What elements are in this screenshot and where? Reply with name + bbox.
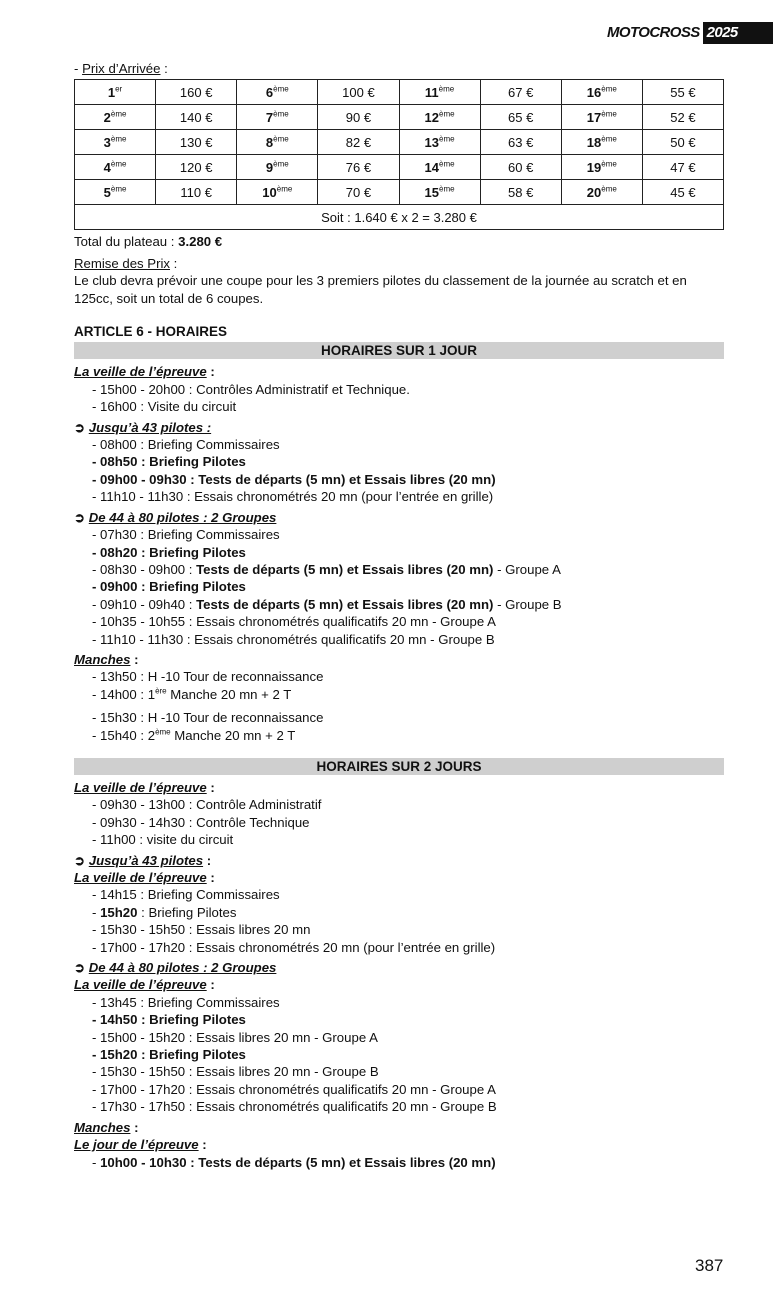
ordinal-sup: ère (155, 686, 167, 696)
rank-number: 1 (107, 84, 116, 100)
ordinal-sup: ème (155, 727, 171, 737)
time-bold: 15h20 (100, 904, 138, 920)
rank-cell (399, 130, 480, 155)
rank-cell (399, 180, 480, 205)
rank-cell (75, 155, 156, 180)
one-day-g1-heading (74, 419, 724, 436)
rank-suffix: er (115, 84, 123, 94)
rank-suffix: ème (273, 84, 289, 94)
list-item: - 08h20 : Briefing Pilotes (92, 544, 246, 560)
list-item: - 15h30 - 15h50 : Essais libres 20 mn - Groupe B (92, 1064, 379, 1080)
list-item: - 15h00 - 15h20 : Essais libres 20 mn - Groupe A (92, 1029, 378, 1045)
list-item: - 14h50 : Briefing Pilotes (92, 1012, 246, 1028)
rank-suffix: ème (273, 134, 289, 144)
arrow-icon: ➲ (74, 509, 86, 525)
table-row (75, 155, 724, 180)
arrow-icon: ➲ (74, 960, 86, 976)
two-days-g1-title: Jusqu’à 43 pilotes (88, 852, 204, 868)
list-item: - 17h00 - 17h20 : Essais chronométrés 20 mn (pour l’entrée en grille) (92, 939, 496, 955)
rank-suffix: ème (601, 159, 617, 169)
list-item: - 15h20 : Briefing Pilotes (92, 1047, 246, 1063)
amount-cell: 45 € (642, 180, 723, 205)
rank-number: 3 (103, 134, 111, 150)
rank-number: 18 (586, 134, 602, 150)
rank-number: 9 (265, 159, 274, 175)
amount-cell: 55 € (642, 80, 723, 105)
list-item: - 14h15 : Briefing Commissaires (92, 887, 280, 903)
amount-cell: 60 € (480, 155, 561, 180)
header-year: 2025 (703, 22, 773, 44)
two-days-g2-lines (74, 994, 724, 1116)
two-days-manches-heading (74, 1119, 724, 1136)
rank-number: 8 (265, 134, 274, 150)
one-day-manches-lines (74, 668, 724, 744)
rank-cell (399, 105, 480, 130)
colon: : (206, 977, 215, 993)
list-item: - 15h30 : H -10 Tour de reconnaissance (92, 710, 324, 726)
prix-label-text: Prix d’Arrivée (82, 61, 161, 76)
rank-suffix: ème (110, 109, 127, 119)
two-days-g1-heading (74, 852, 724, 869)
two-days-g2-veille-title: La veille de l’épreuve (74, 977, 207, 993)
list-item: - 11h00 : visite du circuit (92, 832, 234, 848)
list-item: - 11h10 - 11h30 : Essais chronométrés 20 mn (pour l’entrée en grille) (92, 489, 494, 505)
amount-cell: 76 € (318, 155, 399, 180)
prix-label (74, 60, 724, 77)
activity-label: Tests de départs (5 mn) et Essais libres (20 mn) (196, 561, 494, 577)
rank-suffix: ème (601, 184, 617, 194)
group-label: - Groupe B (493, 596, 562, 612)
colon: : (206, 870, 215, 885)
prix-label-prefix: - (74, 61, 83, 76)
rank-cell (75, 105, 156, 130)
one-day-g2-heading (74, 509, 724, 526)
rank-cell (399, 80, 480, 105)
list-item (92, 727, 724, 744)
plateau-value: 3.280 € (178, 234, 223, 250)
rank-number: 19 (586, 159, 602, 175)
colon: : (130, 1119, 139, 1135)
amount-cell: 100 € (318, 80, 399, 105)
rank-number: 2 (103, 109, 111, 125)
remise-title-line (74, 255, 724, 272)
list-item (92, 904, 724, 921)
colon: : (130, 651, 139, 667)
page-content (74, 60, 724, 1171)
amount-cell: 67 € (480, 80, 561, 105)
rank-number: 16 (586, 84, 602, 100)
time-range: - 08h30 - 09h00 : (92, 561, 197, 577)
amount-cell: 140 € (156, 105, 237, 130)
one-day-g2-title: De 44 à 80 pilotes : 2 Groupes (88, 509, 277, 525)
two-days-jour-lines (74, 1154, 724, 1171)
rank-cell (75, 80, 156, 105)
rank-suffix: ème (439, 184, 455, 194)
two-days-veille-heading (74, 779, 724, 796)
list-item (92, 596, 724, 613)
one-day-bar: HORAIRES SUR 1 JOUR (74, 342, 724, 359)
rank-suffix: ème (439, 134, 455, 144)
list-item: - 09h00 : Briefing Pilotes (92, 579, 246, 595)
two-days-veille-lines (74, 796, 724, 848)
one-day-g2-lines (74, 526, 724, 648)
two-days-bar: HORAIRES SUR 2 JOURS (74, 758, 724, 775)
amount-cell: 65 € (480, 105, 561, 130)
two-days-g1-lines (74, 886, 724, 956)
rank-cell (237, 80, 318, 105)
rank-suffix: ème (601, 109, 617, 119)
list-item (92, 561, 724, 578)
two-days-g2-heading (74, 959, 724, 976)
rank-number: 14 (424, 159, 440, 175)
rank-suffix: ème (601, 134, 617, 144)
amount-cell: 52 € (642, 105, 723, 130)
list-item: - 17h00 - 17h20 : Essais chronométrés qualificatifs 20 mn - Groupe A (92, 1081, 496, 1097)
activity-label: : Briefing Pilotes (137, 904, 237, 920)
amount-cell: 63 € (480, 130, 561, 155)
rank-cell (237, 130, 318, 155)
rank-number: 4 (103, 159, 111, 175)
prix-total-row (75, 205, 724, 230)
colon: : (198, 1137, 207, 1153)
rank-suffix: ème (439, 159, 455, 169)
rank-number: 15 (424, 184, 440, 200)
page-number: 387 (695, 1256, 724, 1275)
plateau-label: Total du plateau : (74, 234, 179, 250)
amount-cell: 130 € (156, 130, 237, 155)
one-day-manches-title: Manches (74, 651, 131, 667)
prix-label-suffix: : (160, 61, 168, 76)
rank-cell (75, 180, 156, 205)
article-title: ARTICLE 6 - HORAIRES (74, 324, 228, 340)
rank-cell (75, 130, 156, 155)
rank-cell (561, 130, 642, 155)
two-days-g2-veille (74, 976, 724, 993)
list-item: - 15h00 - 20h00 : Contrôles Administratif et Technique. (92, 381, 410, 397)
amount-cell: 47 € (642, 155, 723, 180)
dash: - (92, 904, 101, 920)
arrow-icon: ➲ (74, 852, 86, 868)
manche-prefix: - 15h40 : 2 (92, 727, 156, 743)
rank-suffix: ème (110, 184, 127, 194)
list-item (92, 1154, 724, 1171)
rank-suffix: ème (273, 159, 289, 169)
amount-cell: 70 € (318, 180, 399, 205)
rank-number: 17 (586, 109, 602, 125)
two-days-jour-heading (74, 1136, 724, 1153)
one-day-manches-heading (74, 651, 724, 668)
rank-cell (237, 105, 318, 130)
rank-suffix: ème (439, 109, 455, 119)
two-days-veille-title: La veille de l’épreuve (74, 779, 207, 795)
one-day-veille-title: La veille de l’épreuve (74, 364, 207, 380)
manche-text: Manche 20 mn + 2 T (166, 686, 292, 702)
time-range: - 09h10 - 09h40 : (92, 596, 197, 612)
rank-number: 11 (424, 84, 439, 100)
list-item (92, 686, 724, 703)
list-item: - 11h10 - 11h30 : Essais chronométrés qualificatifs 20 mn - Groupe B (92, 631, 495, 647)
rank-cell (399, 155, 480, 180)
amount-cell: 82 € (318, 130, 399, 155)
rank-cell (561, 180, 642, 205)
table-row (75, 130, 724, 155)
rank-cell (237, 155, 318, 180)
header-tab (603, 22, 773, 44)
two-days-manches-title: Manches (74, 1119, 131, 1135)
amount-cell: 90 € (318, 105, 399, 130)
prix-table (74, 79, 724, 230)
rank-suffix: ème (110, 134, 127, 144)
one-day-veille-lines (74, 381, 724, 416)
rank-number: 12 (424, 109, 440, 125)
table-row (75, 105, 724, 130)
rank-number: 5 (103, 184, 111, 200)
amount-cell: 160 € (156, 80, 237, 105)
rank-suffix: ème (110, 159, 127, 169)
list-item: - 13h45 : Briefing Commissaires (92, 994, 280, 1010)
list-item: - 09h30 - 14h30 : Contrôle Technique (92, 814, 310, 830)
header-brand: MOTOCROSS (607, 24, 700, 42)
manche-text: Manche 20 mn + 2 T (170, 727, 296, 743)
list-item: - 09h30 - 13h00 : Contrôle Administratif (92, 797, 322, 813)
two-days-g2-title: De 44 à 80 pilotes : 2 Groupes (88, 960, 277, 976)
one-day-g1-lines (74, 436, 724, 506)
rank-cell (237, 180, 318, 205)
rank-number: 13 (424, 134, 440, 150)
amount-cell: 58 € (480, 180, 561, 205)
one-day-veille-heading (74, 363, 724, 380)
list-item: - 16h00 : Visite du circuit (92, 399, 237, 415)
activity-label: 10h00 - 10h30 : Tests de départs (5 mn) et Essais libres (20 mn) (100, 1154, 496, 1170)
rank-cell (561, 155, 642, 180)
remise-text: Le club devra prévoir une coupe pour les 3 premiers pilotes du classement de la journée au scratch et en 125cc, soit un total de 6 coupes. (74, 273, 687, 306)
list-item: - 13h50 : H -10 Tour de reconnaissance (92, 669, 324, 685)
list-item: - 08h50 : Briefing Pilotes (92, 454, 246, 470)
amount-cell: 50 € (642, 130, 723, 155)
colon: : (206, 779, 215, 795)
rank-number: 10 (262, 184, 277, 200)
colon: : (206, 364, 215, 380)
rank-suffix: ème (276, 184, 293, 194)
list-item: - 07h30 : Briefing Commissaires (92, 527, 280, 543)
group-label: - Groupe A (493, 561, 561, 577)
dash: - (92, 1154, 101, 1170)
rank-number: 6 (265, 84, 274, 100)
amount-cell: 120 € (156, 155, 237, 180)
list-item: - 17h30 - 17h50 : Essais chronométrés qualificatifs 20 mn - Groupe B (92, 1099, 497, 1115)
rank-suffix: ème (438, 84, 455, 94)
arrow-icon: ➲ (74, 419, 86, 435)
table-row (75, 180, 724, 205)
one-day-g1-title: Jusqu’à 43 pilotes : (88, 419, 212, 435)
rank-suffix: ème (273, 109, 289, 119)
rank-suffix: ème (601, 84, 617, 94)
remise-suffix: : (170, 255, 178, 271)
list-item: - 10h35 - 10h55 : Essais chronométrés qualificatifs 20 mn - Groupe A (92, 614, 496, 630)
rank-number: 20 (586, 184, 602, 200)
prix-total-cell: Soit : 1.640 € x 2 = 3.280 € (75, 205, 724, 230)
list-item: - 09h00 - 09h30 : Tests de départs (5 mn) et Essais libres (20 mn) (92, 471, 496, 487)
colon: : (203, 852, 212, 868)
plateau-line (74, 233, 724, 250)
rank-cell (561, 80, 642, 105)
manche-prefix: - 14h00 : 1 (92, 686, 156, 702)
remise-title: Remise des Prix (74, 255, 171, 271)
list-item: - 08h00 : Briefing Commissaires (92, 437, 280, 453)
two-days-jour-title: Le jour de l’épreuve (74, 1137, 199, 1153)
table-row (75, 80, 724, 105)
rank-number: 7 (265, 109, 274, 125)
activity-label: Tests de départs (5 mn) et Essais libres (20 mn) (196, 596, 494, 612)
list-item: - 15h30 - 15h50 : Essais libres 20 mn (92, 922, 311, 938)
rank-cell (561, 105, 642, 130)
two-days-g1-veille-title: La veille de l’épreuve (74, 870, 207, 885)
two-days-g1-veille (74, 869, 724, 886)
amount-cell: 110 € (156, 180, 237, 205)
